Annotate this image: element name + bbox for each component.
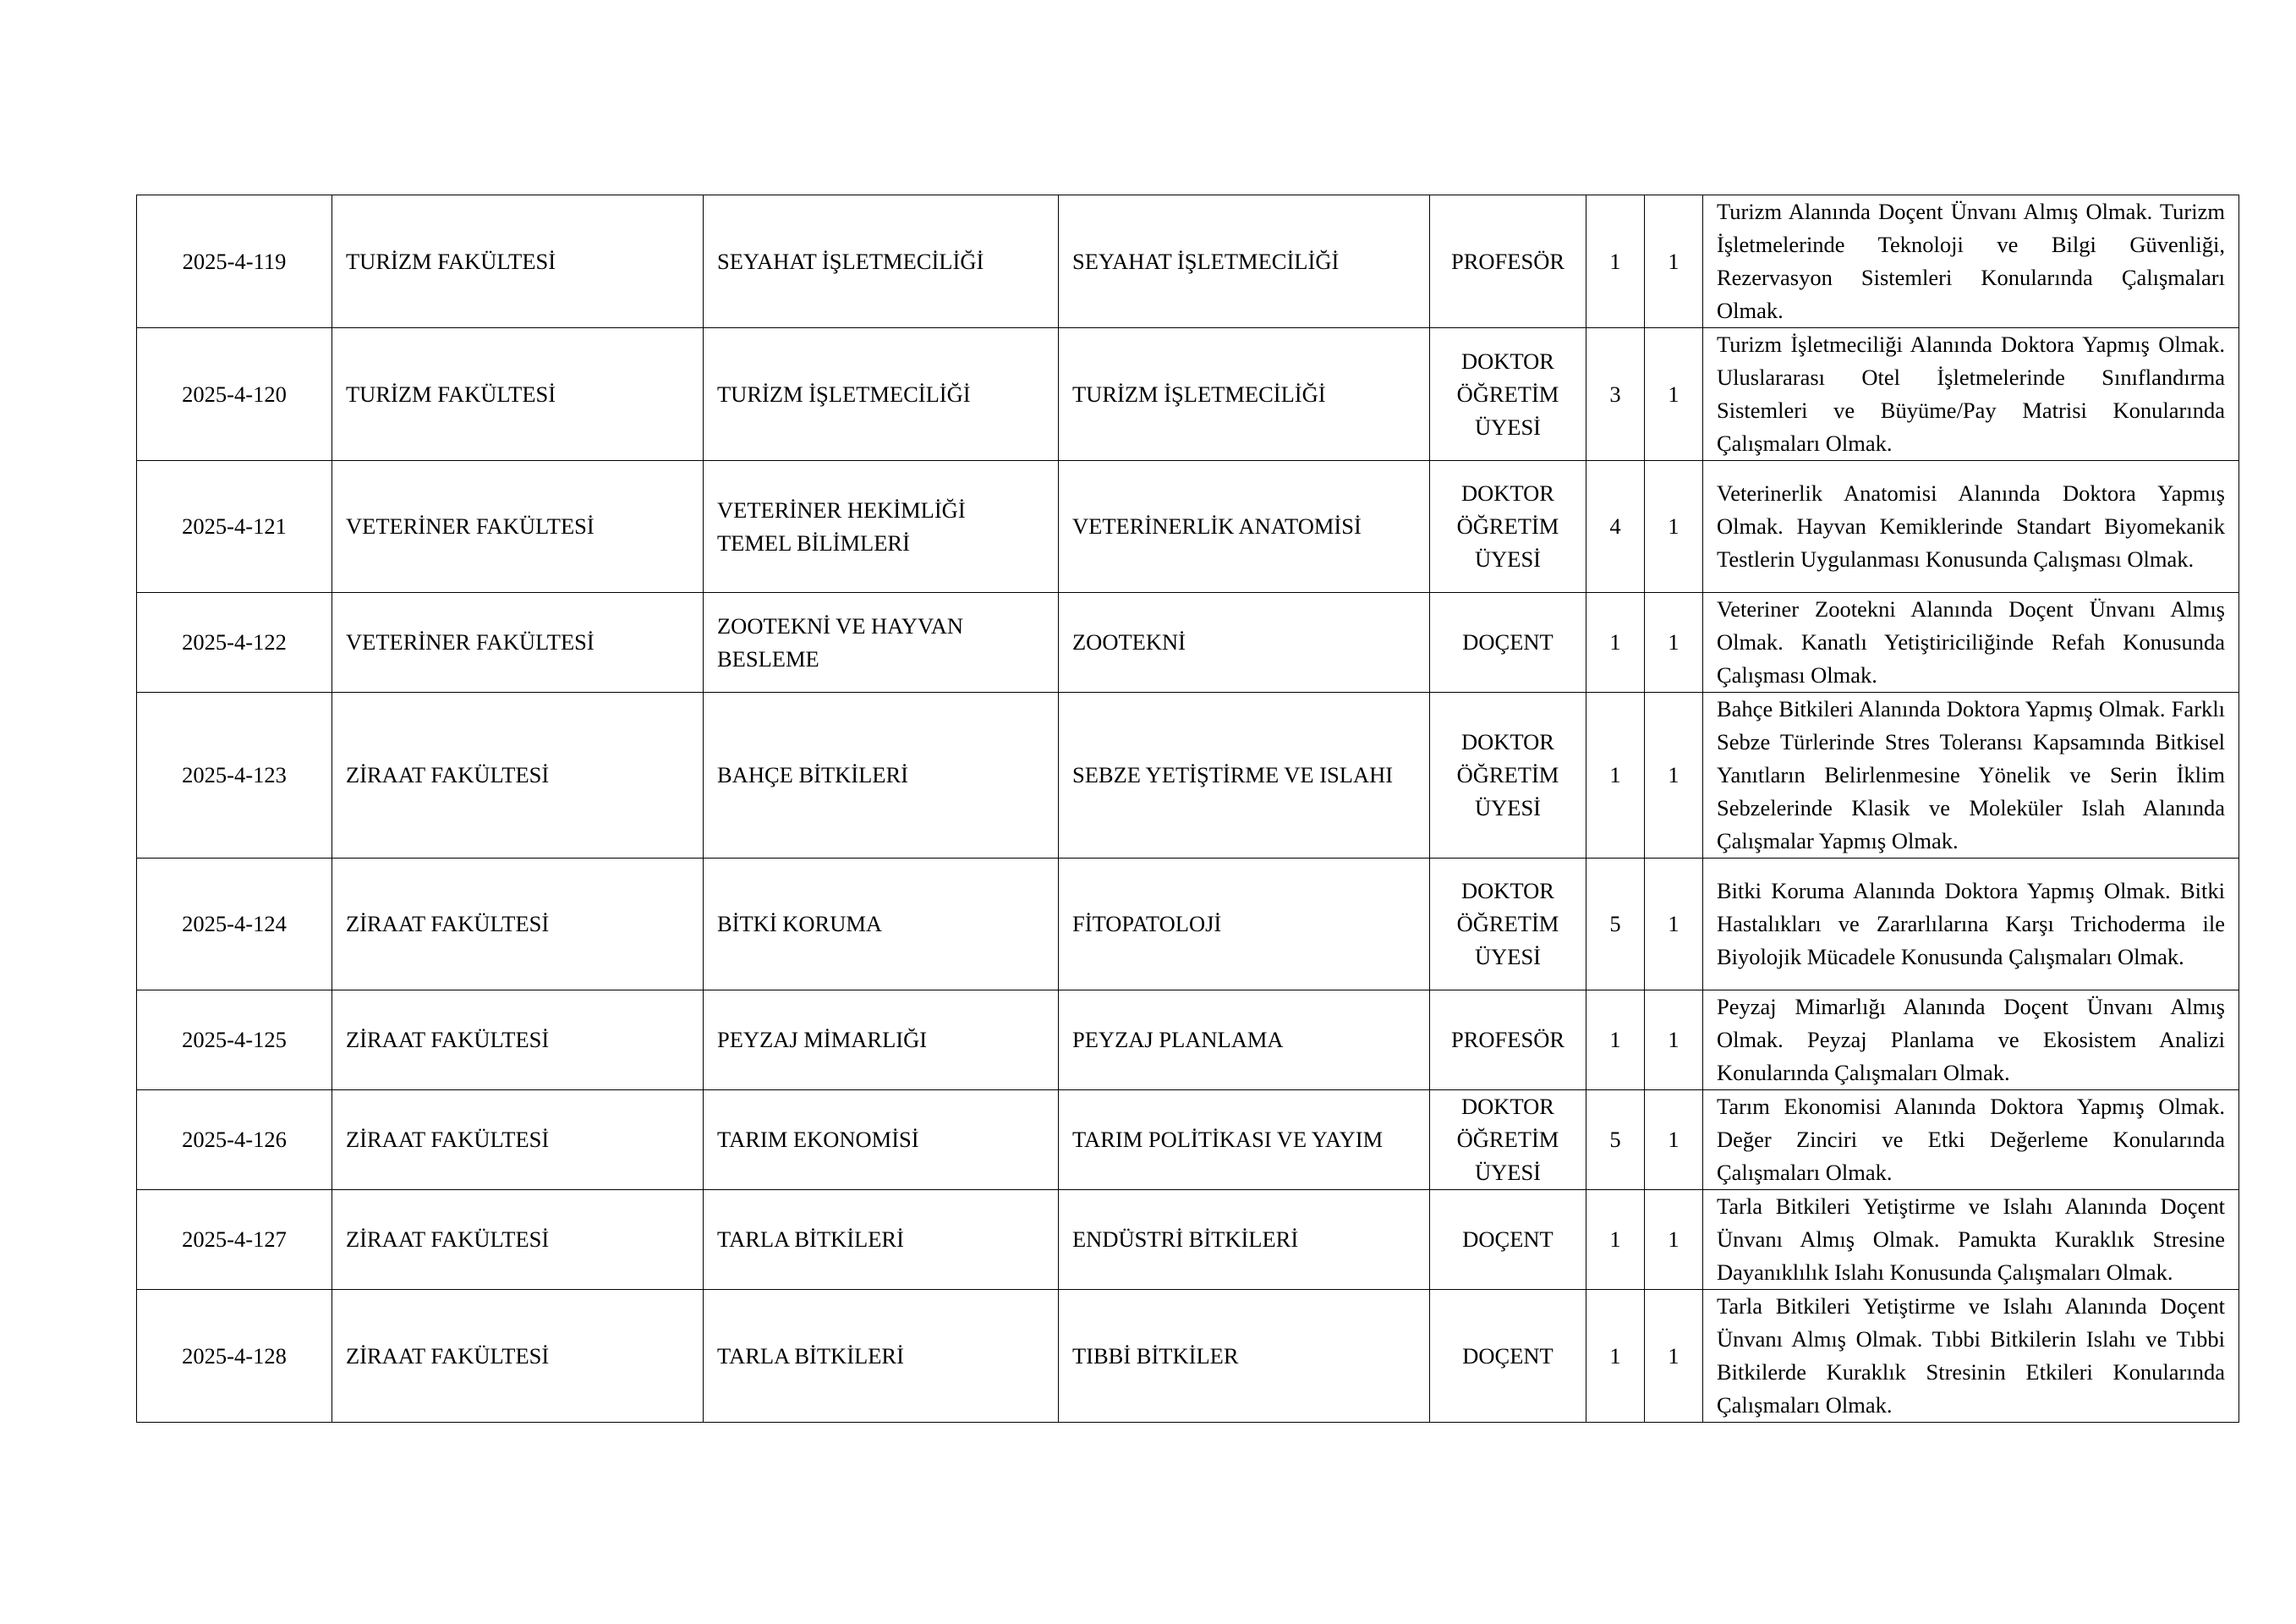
- requirement-text: Turizm Alanında Doçent Ünvanı Almış Olmak. Turizm İşletmelerinde Teknoloji ve Bilgi Güvenliği, Rezervasyon Sistemleri Konularında Çalışmaları Olmak.: [1703, 195, 2239, 328]
- academic-title: DOKTOR ÖĞRETİM ÜYESİ: [1430, 1090, 1586, 1190]
- position-code: 2025-4-122: [137, 593, 332, 693]
- position-count: 1: [1645, 593, 1703, 693]
- position-table: [136, 195, 2239, 1423]
- requirement-text: Bitki Koruma Alanında Doktora Yapmış Olmak. Bitki Hastalıkları ve Zararlılarına Karşı Trichoderma ile Biyolojik Mücadele Konusunda Çalışmaları Olmak.: [1703, 859, 2239, 990]
- faculty-name: ZİRAAT FAKÜLTESİ: [332, 859, 704, 990]
- position-count: 1: [1645, 859, 1703, 990]
- table-row: [137, 859, 2239, 990]
- degree-value: 1: [1586, 990, 1645, 1090]
- position-code: 2025-4-121: [137, 461, 332, 593]
- academic-title: PROFESÖR: [1430, 195, 1586, 328]
- table-body: [137, 195, 2239, 1423]
- academic-title: DOKTOR ÖĞRETİM ÜYESİ: [1430, 859, 1586, 990]
- program-name: FİTOPATOLOJİ: [1059, 859, 1430, 990]
- degree-value: 1: [1586, 693, 1645, 859]
- program-name: PEYZAJ PLANLAMA: [1059, 990, 1430, 1090]
- position-count: 1: [1645, 1190, 1703, 1290]
- degree-value: 5: [1586, 859, 1645, 990]
- faculty-name: VETERİNER FAKÜLTESİ: [332, 593, 704, 693]
- academic-title: DOÇENT: [1430, 1190, 1586, 1290]
- degree-value: 3: [1586, 328, 1645, 461]
- faculty-name: ZİRAAT FAKÜLTESİ: [332, 1090, 704, 1190]
- table-row: [137, 1290, 2239, 1423]
- position-count: 1: [1645, 1290, 1703, 1423]
- academic-title: DOKTOR ÖĞRETİM ÜYESİ: [1430, 461, 1586, 593]
- position-code: 2025-4-119: [137, 195, 332, 328]
- department-name: BAHÇE BİTKİLERİ: [704, 693, 1059, 859]
- academic-title: DOÇENT: [1430, 593, 1586, 693]
- faculty-name: TURİZM FAKÜLTESİ: [332, 328, 704, 461]
- requirement-text: Tarla Bitkileri Yetiştirme ve Islahı Alanında Doçent Ünvanı Almış Olmak. Pamukta Kuraklık Stresine Dayanıklılık Islahı Konusunda Çalışmaları Olmak.: [1703, 1190, 2239, 1290]
- department-name: SEYAHAT İŞLETMECİLİĞİ: [704, 195, 1059, 328]
- table-row: [137, 328, 2239, 461]
- program-name: ENDÜSTRİ BİTKİLERİ: [1059, 1190, 1430, 1290]
- department-name: TARLA BİTKİLERİ: [704, 1290, 1059, 1423]
- table-row: [137, 990, 2239, 1090]
- requirement-text: Turizm İşletmeciliği Alanında Doktora Yapmış Olmak. Uluslararası Otel İşletmelerinde Sınıflandırma Sistemleri ve Büyüme/Pay Matrisi Konularında Çalışmaları Olmak.: [1703, 328, 2239, 461]
- department-name: TURİZM İŞLETMECİLİĞİ: [704, 328, 1059, 461]
- table-row: [137, 461, 2239, 593]
- faculty-name: VETERİNER FAKÜLTESİ: [332, 461, 704, 593]
- academic-title: DOÇENT: [1430, 1290, 1586, 1423]
- position-count: 1: [1645, 328, 1703, 461]
- faculty-name: TURİZM FAKÜLTESİ: [332, 195, 704, 328]
- position-code: 2025-4-123: [137, 693, 332, 859]
- position-code: 2025-4-124: [137, 859, 332, 990]
- program-name: TIBBİ BİTKİLER: [1059, 1290, 1430, 1423]
- department-name: ZOOTEKNİ VE HAYVAN BESLEME: [704, 593, 1059, 693]
- table-row: [137, 693, 2239, 859]
- position-count: 1: [1645, 1090, 1703, 1190]
- faculty-name: ZİRAAT FAKÜLTESİ: [332, 1190, 704, 1290]
- table-row: [137, 195, 2239, 328]
- degree-value: 1: [1586, 1190, 1645, 1290]
- degree-value: 5: [1586, 1090, 1645, 1190]
- requirement-text: Tarım Ekonomisi Alanında Doktora Yapmış Olmak. Değer Zinciri ve Etki Değerleme Konularında Çalışmaları Olmak.: [1703, 1090, 2239, 1190]
- position-code: 2025-4-127: [137, 1190, 332, 1290]
- requirement-text: Bahçe Bitkileri Alanında Doktora Yapmış Olmak. Farklı Sebze Türlerinde Stres Toleransı Kapsamında Bitkisel Yanıtların Belirlenmesine Yönelik ve Serin İklim Sebzelerinde Klasik ve Moleküler Islah Alanında Çalışmalar Yapmış Olmak.: [1703, 693, 2239, 859]
- department-name: TARIM EKONOMİSİ: [704, 1090, 1059, 1190]
- academic-title: DOKTOR ÖĞRETİM ÜYESİ: [1430, 693, 1586, 859]
- program-name: ZOOTEKNİ: [1059, 593, 1430, 693]
- table-row: [137, 1190, 2239, 1290]
- program-name: TARIM POLİTİKASI VE YAYIM: [1059, 1090, 1430, 1190]
- position-code: 2025-4-125: [137, 990, 332, 1090]
- table-row: [137, 593, 2239, 693]
- requirement-text: Veteriner Zootekni Alanında Doçent Ünvanı Almış Olmak. Kanatlı Yetiştiriciliğinde Refah Konusunda Çalışması Olmak.: [1703, 593, 2239, 693]
- position-code: 2025-4-128: [137, 1290, 332, 1423]
- degree-value: 1: [1586, 1290, 1645, 1423]
- requirement-text: Tarla Bitkileri Yetiştirme ve Islahı Alanında Doçent Ünvanı Almış Olmak. Tıbbi Bitkilerin Islahı ve Tıbbi Bitkilerde Kuraklık Stresinin Etkileri Konularında Çalışmaları Olmak.: [1703, 1290, 2239, 1423]
- position-code: 2025-4-126: [137, 1090, 332, 1190]
- program-name: VETERİNERLİK ANATOMİSİ: [1059, 461, 1430, 593]
- requirement-text: Peyzaj Mimarlığı Alanında Doçent Ünvanı Almış Olmak. Peyzaj Planlama ve Ekosistem Analizi Konularında Çalışmaları Olmak.: [1703, 990, 2239, 1090]
- position-count: 1: [1645, 461, 1703, 593]
- degree-value: 1: [1586, 593, 1645, 693]
- department-name: VETERİNER HEKİMLİĞİ TEMEL BİLİMLERİ: [704, 461, 1059, 593]
- faculty-name: ZİRAAT FAKÜLTESİ: [332, 990, 704, 1090]
- department-name: PEYZAJ MİMARLIĞI: [704, 990, 1059, 1090]
- position-count: 1: [1645, 990, 1703, 1090]
- requirement-text: Veterinerlik Anatomisi Alanında Doktora Yapmış Olmak. Hayvan Kemiklerinde Standart Biyomekanik Testlerin Uygulanması Konusunda Çalışması Olmak.: [1703, 461, 2239, 593]
- table-row: [137, 1090, 2239, 1190]
- faculty-name: ZİRAAT FAKÜLTESİ: [332, 693, 704, 859]
- program-name: TURİZM İŞLETMECİLİĞİ: [1059, 328, 1430, 461]
- academic-title: PROFESÖR: [1430, 990, 1586, 1090]
- position-count: 1: [1645, 195, 1703, 328]
- degree-value: 1: [1586, 195, 1645, 328]
- academic-title: DOKTOR ÖĞRETİM ÜYESİ: [1430, 328, 1586, 461]
- degree-value: 4: [1586, 461, 1645, 593]
- program-name: SEBZE YETİŞTİRME VE ISLAHI: [1059, 693, 1430, 859]
- department-name: BİTKİ KORUMA: [704, 859, 1059, 990]
- faculty-name: ZİRAAT FAKÜLTESİ: [332, 1290, 704, 1423]
- program-name: SEYAHAT İŞLETMECİLİĞİ: [1059, 195, 1430, 328]
- position-code: 2025-4-120: [137, 328, 332, 461]
- position-count: 1: [1645, 693, 1703, 859]
- department-name: TARLA BİTKİLERİ: [704, 1190, 1059, 1290]
